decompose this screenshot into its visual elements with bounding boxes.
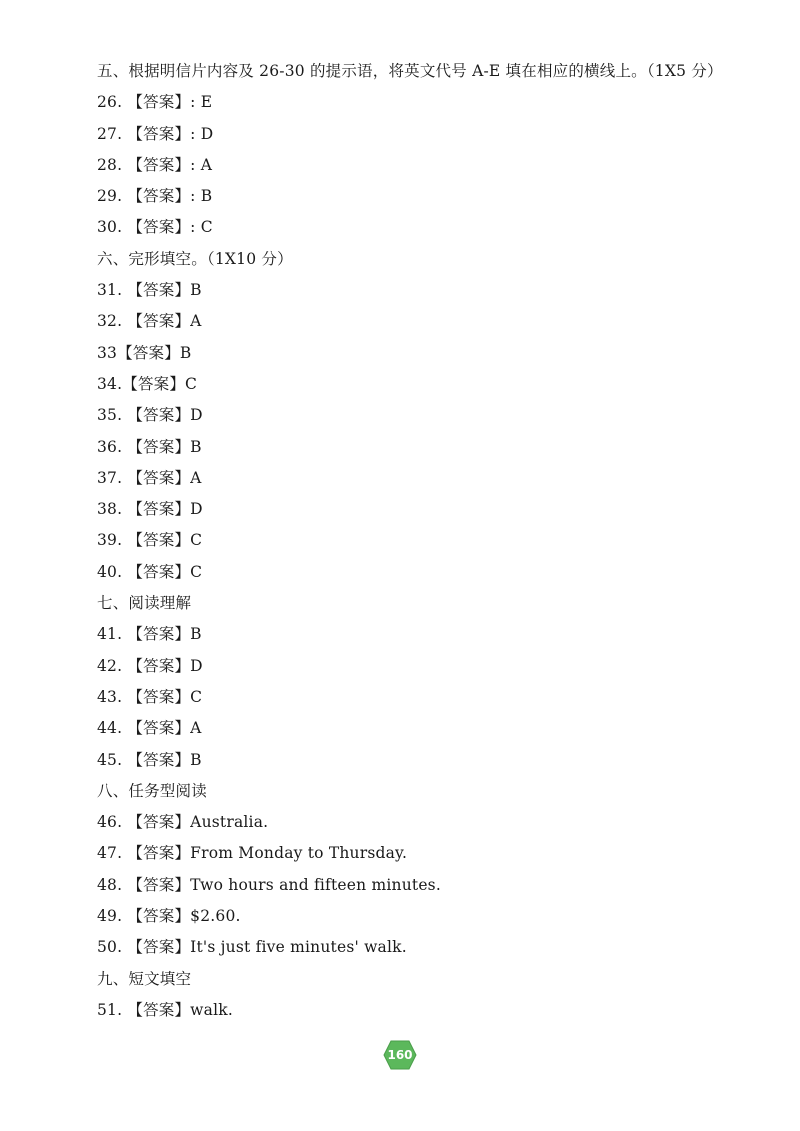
answer-32: 32. 【答案】A <box>97 312 202 331</box>
page-number-badge <box>383 1040 417 1070</box>
section-heading-5: 五、根据明信片内容及 26-30 的提示语，将英文代号 A-E 填在相应的横线上。（1X5 分） <box>97 62 723 80</box>
answer-46: 46. 【答案】Australia. <box>97 813 269 832</box>
page-number: 160 <box>387 1048 413 1062</box>
section-heading-8: 八、任务型阅读 <box>97 781 207 800</box>
answer-35: 35. 【答案】D <box>97 406 203 425</box>
answer-27: 27. 【答案】: D <box>97 124 214 143</box>
answer-31: 31. 【答案】B <box>97 281 202 300</box>
answer-47: 47. 【答案】From Monday to Thursday. <box>97 844 408 863</box>
answer-33: 33【答案】B <box>97 343 192 362</box>
answer-50: 50. 【答案】It's just five minutes' walk. <box>97 938 407 957</box>
answer-list <box>97 56 737 1026</box>
section-heading-6: 六、完形填空。（1X10 分） <box>97 249 293 268</box>
answer-37: 37. 【答案】A <box>97 468 202 487</box>
answer-43: 43. 【答案】C <box>97 687 203 706</box>
answer-34: 34.【答案】C <box>97 374 198 393</box>
answer-39: 39. 【答案】C <box>97 531 203 550</box>
answer-38: 38. 【答案】D <box>97 500 203 519</box>
section-heading-7: 七、阅读理解 <box>97 594 192 613</box>
answer-42: 42. 【答案】D <box>97 656 203 675</box>
answer-48: 48. 【答案】Two hours and fifteen minutes. <box>97 875 441 894</box>
answer-26: 26. 【答案】: E <box>97 93 213 112</box>
answer-28: 28. 【答案】: A <box>97 155 213 174</box>
answer-49: 49. 【答案】$2.60. <box>97 907 241 926</box>
answer-36: 36. 【答案】B <box>97 437 202 456</box>
answer-29: 29. 【答案】: B <box>97 187 213 206</box>
answer-44: 44. 【答案】A <box>97 719 202 738</box>
answer-30: 30. 【答案】: C <box>97 218 213 237</box>
answer-51: 51. 【答案】walk. <box>97 1000 233 1019</box>
answer-41: 41. 【答案】B <box>97 625 202 644</box>
answer-45: 45. 【答案】B <box>97 750 202 769</box>
section-heading-9: 九、短文填空 <box>97 969 192 988</box>
answer-40: 40. 【答案】C <box>97 562 203 581</box>
